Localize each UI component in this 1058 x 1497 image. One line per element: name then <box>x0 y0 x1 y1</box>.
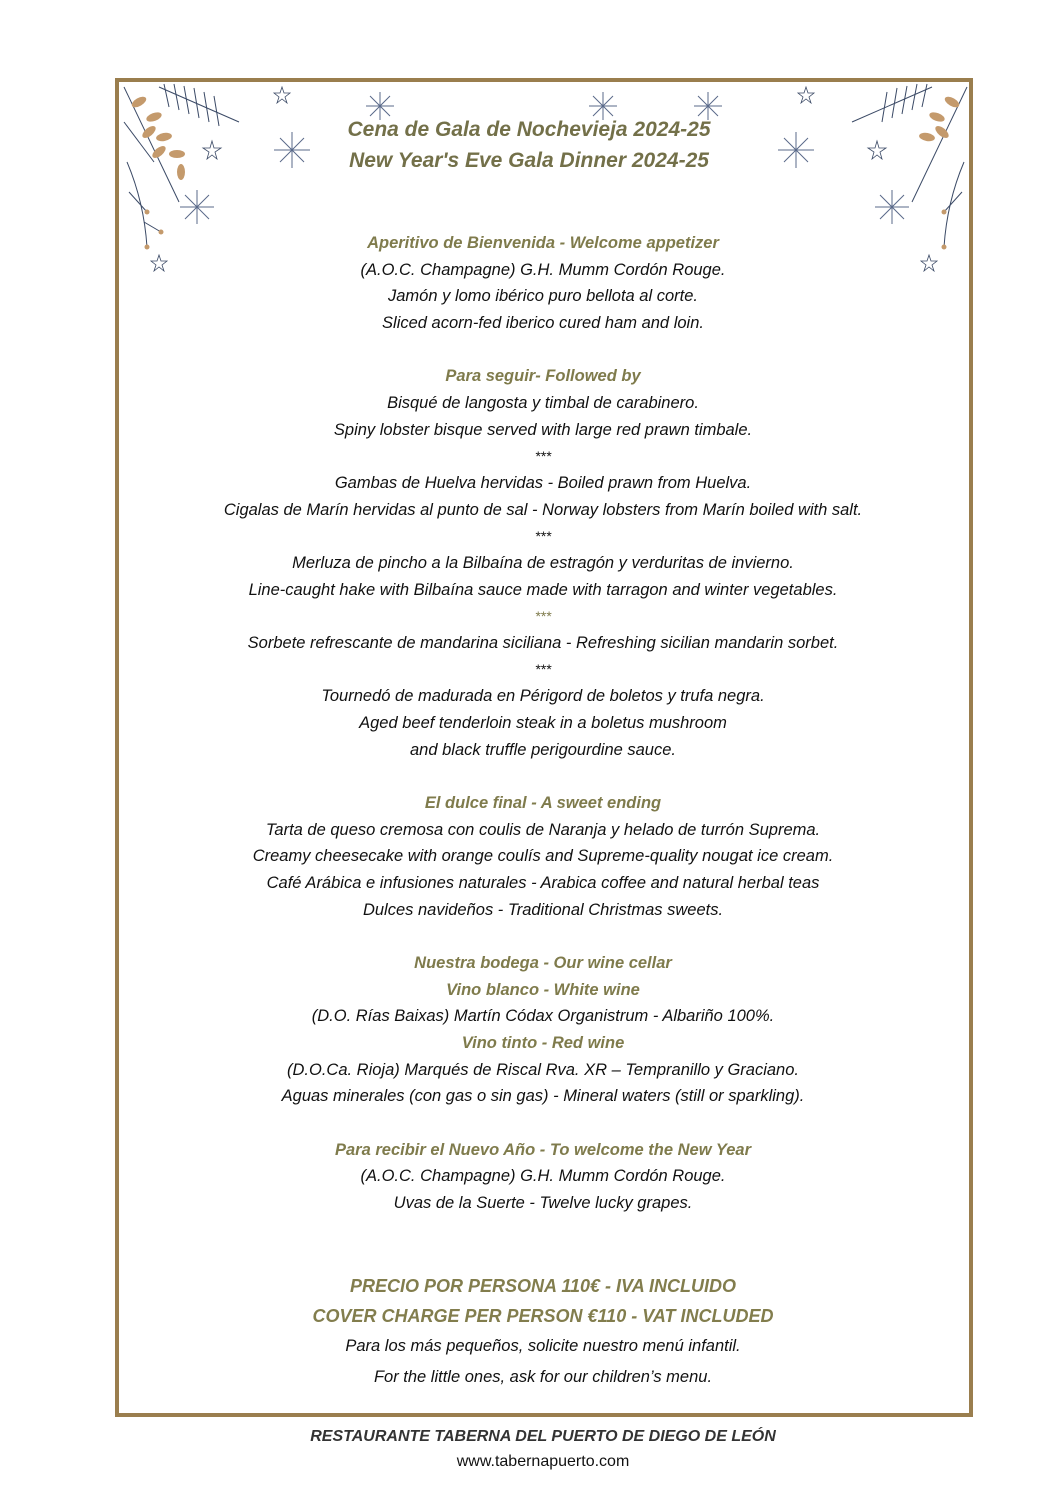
menu-item: Line-caught hake with Bilbaína sauce made with tarragon and winter vegetables. <box>248 581 838 599</box>
menu-item: (A.O.C. Champagne) G.H. Mumm Cordón Rouge. <box>360 1167 726 1185</box>
separator: *** <box>534 528 552 544</box>
menu-item: Jamón y lomo ibérico puro bellota al corte. <box>388 287 698 305</box>
section-heading-aperitivo: Aperitivo de Bienvenida - Welcome appetizer <box>367 234 719 252</box>
section-heading-dulce: El dulce final - A sweet ending <box>424 794 662 812</box>
kids-menu-spanish: Para los más pequeños, solicite nuestro menú infantil. <box>345 1337 741 1355</box>
menu-item: Sorbete refrescante de mandarina siciliana - Refreshing sicilian mandarin sorbet. <box>247 634 839 652</box>
menu-item: Tournedó de madurada en Périgord de boletos y trufa negra. <box>321 687 765 705</box>
menu-item: (A.O.C. Champagne) G.H. Mumm Cordón Rouge. <box>360 261 726 279</box>
menu-item: (D.O. Rías Baixas) Martín Códax Organistrum - Albariño 100%. <box>311 1007 775 1025</box>
menu-item: Merluza de pincho a la Bilbaína de estragón y verduritas de invierno. <box>292 554 794 572</box>
menu-item: Spiny lobster bisque served with large red prawn timbale. <box>333 421 753 439</box>
section-heading-bodega: Nuestra bodega - Our wine cellar <box>414 954 672 972</box>
menu-item: Tarta de queso cremosa con coulis de Naranja y helado de turrón Suprema. <box>265 821 821 839</box>
website-link[interactable]: www.tabernapuerto.com <box>456 1453 630 1470</box>
separator: *** <box>534 608 552 624</box>
title-spanish: Cena de Gala de Nochevieja 2024-25 <box>347 118 711 141</box>
menu-item: and black truffle perigourdine sauce. <box>410 741 676 759</box>
kids-menu-english: For the little ones, ask for our children’s menu. <box>373 1368 713 1386</box>
separator: *** <box>534 661 552 677</box>
menu-item: Aged beef tenderloin steak in a boletus mushroom <box>359 714 727 732</box>
menu-item: Sliced acorn-fed iberico cured ham and loin. <box>382 314 704 332</box>
menu-item: Creamy cheesecake with orange coulís and Supreme-quality nougat ice cream. <box>252 847 834 865</box>
restaurant-name: RESTAURANTE TABERNA DEL PUERTO DE DIEGO DE LEÓN <box>310 1428 776 1445</box>
menu-item: Cigalas de Marín hervidas al punto de sal - Norway lobsters from Marín boiled with salt. <box>223 501 863 519</box>
subheading-white-wine: Vino blanco - White wine <box>446 981 640 999</box>
separator: *** <box>534 448 552 464</box>
title-english: New Year's Eve Gala Dinner 2024-25 <box>349 149 709 172</box>
menu-item: Bisqué de langosta y timbal de carabinero. <box>387 394 699 412</box>
menu-item: Gambas de Huelva hervidas - Boiled prawn from Huelva. <box>334 474 752 492</box>
menu-item: Uvas de la Suerte - Twelve lucky grapes. <box>393 1194 693 1212</box>
menu-item: (D.O.Ca. Rioja) Marqués de Riscal Rva. XR – Tempranillo y Graciano. <box>287 1061 799 1079</box>
section-heading-seguir: Para seguir- Followed by <box>445 367 641 385</box>
section-heading-nuevo: Para recibir el Nuevo Año - To welcome the New Year <box>335 1141 751 1159</box>
menu-item: Dulces navideños - Traditional Christmas sweets. <box>362 901 724 919</box>
menu-item: Aguas minerales (con gas o sin gas) - Mineral waters (still or sparkling). <box>281 1087 805 1105</box>
price-spanish: PRECIO POR PERSONA 110€ - IVA INCLUIDO <box>349 1276 737 1296</box>
price-english: COVER CHARGE PER PERSON €110 - VAT INCLUDED <box>312 1306 774 1326</box>
subheading-red-wine: Vino tinto - Red wine <box>461 1034 625 1052</box>
menu-item: Café Arábica e infusiones naturales - Arabica coffee and natural herbal teas <box>266 874 820 892</box>
